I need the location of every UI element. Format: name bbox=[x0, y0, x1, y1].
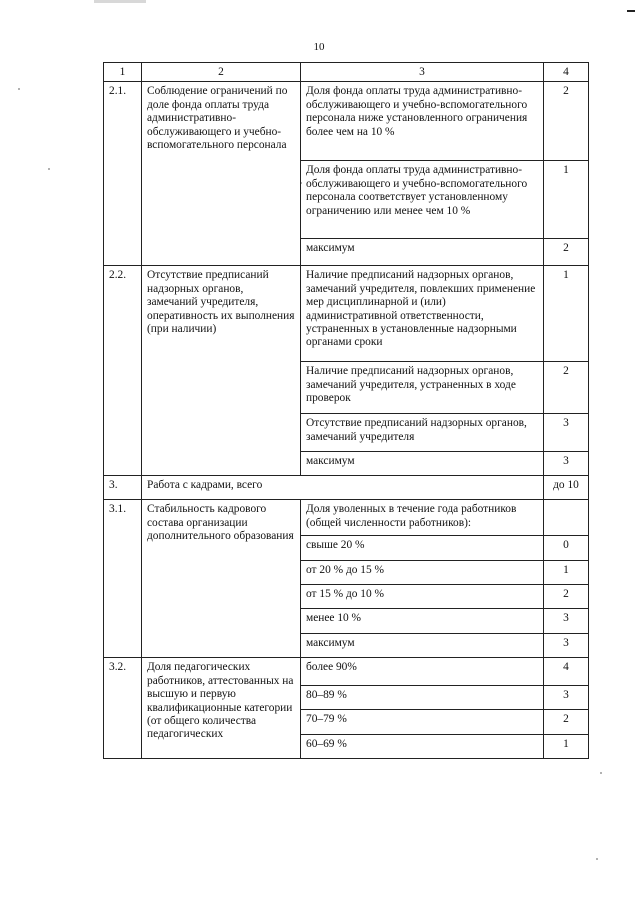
table-row bbox=[104, 266, 589, 362]
table-row bbox=[104, 658, 589, 686]
indicator-text: максимум bbox=[301, 634, 544, 658]
criterion-number: 3.2. bbox=[104, 658, 142, 759]
criterion-text: Стабильность кадрового состава организации дополнительного образования bbox=[142, 500, 301, 658]
scan-speck bbox=[18, 88, 20, 90]
points-value: 1 bbox=[544, 161, 589, 239]
section-title: Работа с кадрами, всего bbox=[142, 476, 544, 500]
points-value: 3 bbox=[544, 634, 589, 658]
indicator-text: свыше 20 % bbox=[301, 536, 544, 561]
page-number: 10 bbox=[313, 41, 325, 53]
criterion-number: 2.2. bbox=[104, 266, 142, 476]
scan-speck bbox=[600, 772, 602, 774]
criteria-table bbox=[103, 62, 589, 759]
scan-corner-mark bbox=[627, 10, 635, 12]
indicator-text: Наличие предписаний надзорных органов, замечаний учредителя, повлекших применение мер дисциплинарной и (или) административной ответственности, устраненных в установленные надзорными органами сроки bbox=[301, 266, 544, 362]
points-value: 1 bbox=[544, 561, 589, 585]
criterion-number: 2.1. bbox=[104, 82, 142, 266]
points-value: 1 bbox=[544, 735, 589, 759]
points-value: 4 bbox=[544, 658, 589, 686]
column-number-row bbox=[104, 63, 589, 82]
indicator-text: более 90% bbox=[301, 658, 544, 686]
criterion-text: Соблюдение ограничений по доле фонда оплаты труда административно-обслуживающего и учебно-вспомогательного персонала bbox=[142, 82, 301, 266]
points-value: 2 bbox=[544, 362, 589, 414]
table-row bbox=[104, 500, 589, 536]
indicator-text: 60–69 % bbox=[301, 735, 544, 759]
criterion-text: Отсутствие предписаний надзорных органов, замечаний учредителя, оперативность их выполнения (при наличии) bbox=[142, 266, 301, 476]
points-value bbox=[544, 500, 589, 536]
indicator-text: максимум bbox=[301, 452, 544, 476]
points-value: 2 bbox=[544, 82, 589, 161]
criterion-number: 3.1. bbox=[104, 500, 142, 658]
section-number: 3. bbox=[104, 476, 142, 500]
column-number: 1 bbox=[104, 63, 142, 82]
indicator-text: от 15 % до 10 % bbox=[301, 585, 544, 609]
table-row bbox=[104, 82, 589, 161]
points-value: 0 bbox=[544, 536, 589, 561]
points-value: 2 bbox=[544, 239, 589, 266]
points-value: 3 bbox=[544, 686, 589, 710]
points-value: 3 bbox=[544, 452, 589, 476]
column-number: 2 bbox=[142, 63, 301, 82]
points-value: 2 bbox=[544, 585, 589, 609]
indicator-text: Отсутствие предписаний надзорных органов, замечаний учредителя bbox=[301, 414, 544, 452]
indicator-text: от 20 % до 15 % bbox=[301, 561, 544, 585]
points-value: 2 bbox=[544, 710, 589, 735]
column-number: 3 bbox=[301, 63, 544, 82]
indicator-text: 80–89 % bbox=[301, 686, 544, 710]
indicator-text: Наличие предписаний надзорных органов, замечаний учредителя, устраненных в ходе проверок bbox=[301, 362, 544, 414]
indicator-text: Доля уволенных в течение года работников (общей численности работников): bbox=[301, 500, 544, 536]
indicator-text: 70–79 % bbox=[301, 710, 544, 735]
points-value: 1 bbox=[544, 266, 589, 362]
indicator-text: Доля фонда оплаты труда административно-обслуживающего и учебно-вспомогательного персонала ниже установленного ограничения более чем на 10 % bbox=[301, 82, 544, 161]
indicator-text: Доля фонда оплаты труда административно-обслуживающего и учебно-вспомогательного персонала соответствует установленному ограничению или менее чем 10 % bbox=[301, 161, 544, 239]
table-row bbox=[104, 476, 589, 500]
indicator-text: менее 10 % bbox=[301, 609, 544, 634]
points-value: 3 bbox=[544, 609, 589, 634]
points-value: 3 bbox=[544, 414, 589, 452]
scan-speck bbox=[596, 858, 598, 860]
indicator-text: максимум bbox=[301, 239, 544, 266]
scan-edge-mark bbox=[94, 0, 146, 3]
criterion-text: Доля педагогических работников, аттестованных на высшую и первую квалификационные категории (от общего количества педагогических bbox=[142, 658, 301, 759]
scan-speck bbox=[48, 168, 50, 170]
points-value: до 10 bbox=[544, 476, 589, 500]
column-number: 4 bbox=[544, 63, 589, 82]
